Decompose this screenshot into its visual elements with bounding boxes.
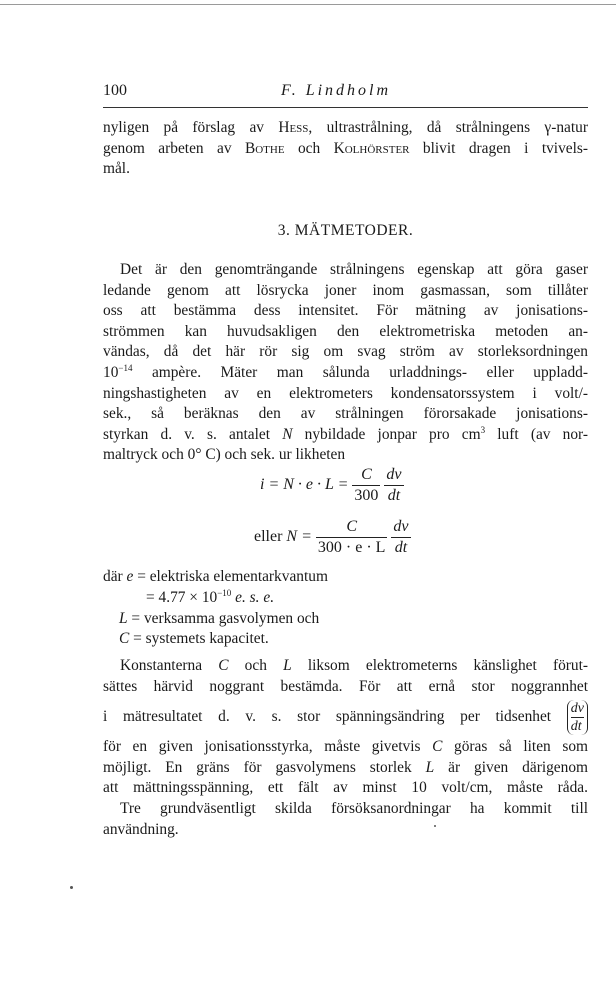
scan-top-border (0, 4, 616, 5)
body-paragraph-2 (103, 656, 588, 840)
text-line: ningshastigheten av en elektrometers kondensatorssystem i volt/- (103, 384, 588, 402)
scan-speck (434, 825, 436, 827)
text-line: vändas, då det här rör sig om svag ström av storleksordningen (103, 343, 588, 361)
equation-current (260, 466, 404, 505)
intro-paragraph (103, 118, 588, 180)
fraction: $\frac{C}{300 \cdot e \cdot L}$ (317, 518, 386, 556)
text-line: Tre grundväsentligt skilda försöksanordningar ha kommit till (120, 799, 588, 817)
fraction: $\frac{C}{300}$ (354, 466, 379, 504)
equation-lhs: i = N · e · L = (260, 476, 349, 494)
text-line: oss att bestämma dess intensitet. För mätning av jonisations- (103, 302, 588, 320)
text-line: möjligt. En gräns för gasvolymens storlek L är given därigenom (103, 758, 588, 776)
text-line: användning. (103, 820, 179, 838)
page-header (103, 82, 588, 104)
text-line: Konstanterna C och L liksom elektrometerns känslighet förut- (120, 657, 588, 674)
definition-line: = $4.77 \times 10^{-10}$ e. s. e. (146, 587, 275, 606)
derivative-parenthesis: $\frac{dv}{dt}$ (567, 700, 588, 735)
page-number: 100 (103, 82, 127, 99)
body-paragraph-1 (103, 260, 588, 466)
text-line: sättes härvid noggrant bestämda. För att ernå stor noggrannhet (103, 677, 588, 695)
definition-line: L = verksamma gasvolymen och (119, 609, 320, 627)
header-rule (103, 107, 588, 108)
text-line: mål. (103, 160, 130, 178)
text-line: genom arbeten av Bothe och Kolhörster blivit dragen i tvivels- (103, 139, 588, 157)
text-line: nyligen på förslag av Hess, ultrastrålning, då strålningens γ-natur (103, 119, 588, 136)
equation-prefix: eller (254, 528, 283, 546)
variable-definitions (103, 567, 588, 650)
text-line: för en given jonisationsstyrka, måste givetvis C göras så liten som (103, 738, 588, 756)
text-line: i mätresultatet d. v. s. stor spänningsändring per tidsenhet $\frac{dv}{dt}$ (103, 697, 588, 737)
text-line: att mättningsspänning, ett fält av minst 10 volt/cm, måste råda. (103, 779, 588, 797)
running-title: F. Lindholm (281, 82, 392, 99)
text-line: strömmen kan huvudsakligen den elektrometriska metoden an- (103, 322, 588, 340)
author-name: Bothe (244, 139, 285, 157)
derivative: $\frac{dv}{dt}$ (393, 518, 409, 556)
text-line: Det är den genomträngande strålningens egenskap att göra gaser (120, 261, 588, 278)
derivative: $\frac{dv}{dt}$ (386, 466, 402, 504)
definition-line: där e = elektriska elementarkvantum (103, 568, 328, 585)
author-name: Hess (278, 119, 309, 136)
section-heading: 3. MÄTMETODER. (277, 222, 414, 239)
definition-line: C = systemets kapacitet. (119, 630, 269, 648)
text-line: ledande genom att lösrycka joner inom gasmassan, som tillåter (103, 281, 588, 299)
equation-ion-count (254, 518, 411, 557)
equation-lhs: N = (286, 528, 312, 546)
text-line: $10^{-14}$ ampère. Mäter man sålunda urladdnings- eller uppladd- (103, 362, 588, 381)
text-line: styrkan d. v. s. antalet N nybildade jonpar pro $cm^3$ luft (av nor- (103, 424, 588, 443)
scan-speck (70, 886, 73, 889)
text-line: sek., så beräknas den av strålningen förorsakade jonisations- (103, 405, 588, 423)
author-name: Kolhörster (333, 139, 410, 157)
text-line: maltryck och 0° C) och sek. ur likheten (103, 446, 346, 464)
